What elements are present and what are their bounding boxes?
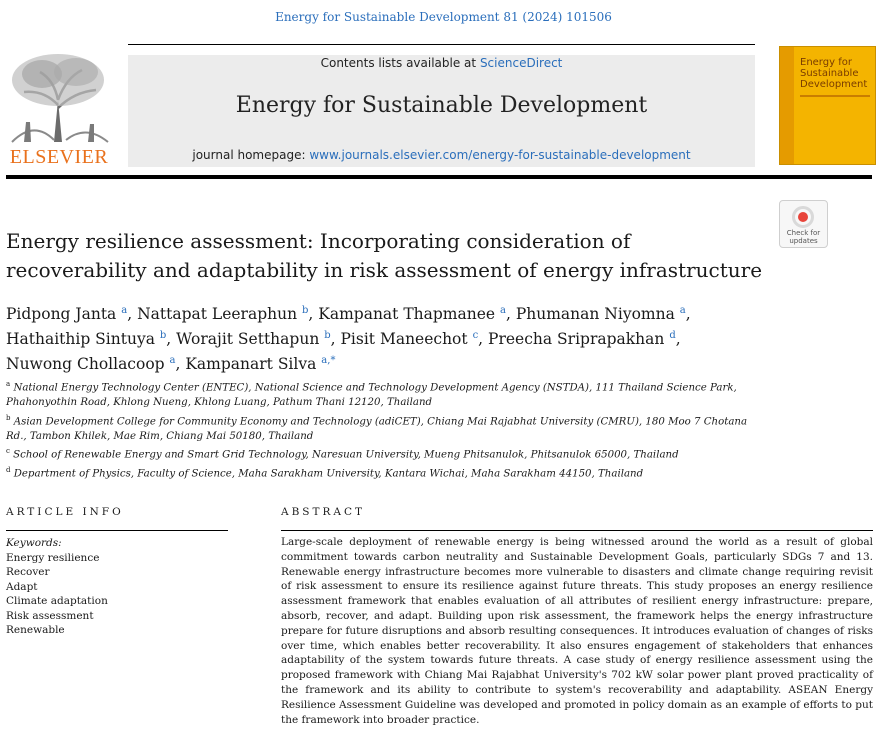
- sciencedirect-link[interactable]: ScienceDirect: [479, 56, 563, 70]
- article-info-rule: [6, 530, 228, 531]
- abstract-body: Large-scale deployment of renewable energy is being witnessed around the world as a result of global commitment towards carbon neutrality and Sustainable Development Goals, particularly SDGs 7 and 13. Renewable energy infrastructure becomes more vulnerable to disasters and climate change requiring revisit of risk assessment to ensure its resilience against future threats. This study proposes an energy resilience assessment framework that enables evaluation of all attributes of resilient energy infrastructure: prepare, absorb, recover, and adapt. Building upon risk assessment, the framework helps the energy infrastructure prepare for future disruptions and absorb resulting consequences. It introduces evaluation of changes of risks over time, which enables better recoverability. It also ensures engagement of stakeholders that enhances adaptability of the system towards future threats. A case study of energy resilience assessment using the proposed framework with Chiang Mai Rajabhat University's 702 kW solar power plant proved practicality of the framework and its ability to contribute to system's recoverability and adaptability. ASEAN Energy Resilience Assessment Guideline was developed and promoted in policy domain as an example of efforts to put the framework into broader practice.: [281, 536, 873, 726]
- affiliation-item: [6, 377, 766, 411]
- author-list: Pidpong Janta $^a$, Nattapat Leeraphun $^b$, Kampanat Thapmanee $^a$, Phumanan Niyomna $^a$, Hathaithip Sintuya $^b$, Worajit Setthapun $^b$, Pisit Maneechot $^c$, Preecha Sriprapakhan $^d$, Nuwong Chollacoop $^a$, Kampanart Silva $^{a,*}$: [6, 305, 691, 374]
- journal-name: Energy for Sustainable Development: [235, 93, 648, 118]
- abstract-heading: ABSTRACT: [281, 506, 366, 518]
- author[interactable]: Hathaithip Sintuya: [6, 330, 155, 349]
- author-affiliation-link[interactable]: a: [169, 355, 176, 367]
- affiliation-item: [6, 411, 766, 445]
- affiliation-text: School of Renewable Energy and Smart Grid Technology, Naresuan University, Mueng Phitsanulok, Phitsanulok 65000, Thailand: [13, 449, 679, 461]
- author[interactable]: Kampanart Silva: [185, 355, 317, 374]
- journal-cover-thumbnail[interactable]: [779, 46, 876, 165]
- keywords-heading: Keywords:: [6, 537, 62, 549]
- affiliation-item: [6, 463, 766, 482]
- publisher-name: ELSEVIER: [9, 146, 109, 168]
- author-affiliation-link[interactable]: c: [472, 330, 479, 342]
- keyword-item: Renewable: [6, 624, 65, 636]
- keyword-item: Energy resilience: [6, 551, 100, 564]
- author-affiliation-link[interactable]: b: [159, 330, 167, 342]
- check-updates-icon: [792, 206, 814, 228]
- homepage-prefix: journal homepage:: [192, 148, 310, 162]
- author[interactable]: Pisit Maneechot: [340, 330, 468, 349]
- homepage-link[interactable]: www.journals.elsevier.com/energy-for-sustainable-development: [309, 148, 691, 162]
- author[interactable]: Pidpong Janta: [6, 305, 117, 324]
- header-thick-rule: [6, 175, 872, 179]
- affiliation-list: [6, 377, 766, 482]
- journal-banner: [128, 55, 755, 167]
- author-affiliation-link[interactable]: d: [669, 330, 676, 342]
- author[interactable]: Preecha Sriprapakhan: [488, 330, 665, 349]
- affiliation-label: a: [6, 380, 11, 388]
- header-rule: [128, 44, 755, 45]
- contents-prefix: Contents lists available at: [320, 56, 480, 70]
- author-affiliation-link[interactable]: a: [121, 305, 128, 316]
- author-affiliation-link[interactable]: a,*: [321, 355, 336, 367]
- author[interactable]: Worajit Setthapun: [176, 330, 320, 349]
- journal-citation[interactable]: Energy for Sustainable Development 81 (2024) 101506: [275, 10, 612, 24]
- article-title: Energy resilience assessment: Incorporating consideration of recoverability and adaptability in risk assessment of energy infrastructure: [6, 229, 763, 282]
- keywords-list: [6, 536, 228, 638]
- author[interactable]: Phumanan Niyomna: [515, 305, 675, 324]
- cover-stripe: [800, 95, 870, 97]
- affiliation-item: [6, 444, 766, 463]
- author[interactable]: Nuwong Chollacoop: [6, 355, 165, 374]
- author-affiliation-link[interactable]: a: [500, 305, 506, 316]
- author-affiliation-link[interactable]: a: [679, 305, 686, 316]
- check-for-updates-button[interactable]: [779, 200, 828, 248]
- article-info-heading: ARTICLE INFO: [6, 506, 124, 518]
- affiliation-label: c: [6, 447, 10, 456]
- elsevier-tree-icon: [4, 50, 116, 145]
- contents-line: [128, 56, 755, 70]
- cover-spine: [780, 47, 794, 164]
- keyword-item: Risk assessment: [6, 609, 94, 622]
- affiliation-text: National Energy Technology Center (ENTEC), National Science and Technology Development Agency (NSTDA), 111 Thailand Science Park, Phahonyothin Road, Khlong Nueng, Khlong Luang, Pathum Thani 12120, Thailand: [6, 382, 737, 408]
- keyword-item: Recover: [6, 566, 50, 578]
- author-affiliation-link[interactable]: b: [302, 305, 309, 316]
- author[interactable]: Nattapat Leeraphun: [137, 305, 298, 324]
- affiliation-label: d: [6, 466, 11, 475]
- affiliation-text: Asian Development College for Community Economy and Technology (adiCET), Chiang Mai Rajabhat University (CMRU), 180 Moo 7 Chotana Rd., Tambon Khilek, Mae Rim, Chiang Mai 50180, Thailand: [6, 415, 748, 442]
- cover-title: Energy for Sustainable Development: [800, 57, 868, 90]
- affiliation-label: b: [6, 413, 11, 422]
- keyword-item: Climate adaptation: [6, 595, 108, 607]
- author[interactable]: Kampanat Thapmanee: [318, 305, 496, 324]
- affiliation-text: Department of Physics, Faculty of Science, Maha Sarakham University, Kantara Wichai, Maha Sarakham 44150, Thailand: [13, 468, 644, 480]
- check-updates-label: Check for updates: [786, 229, 821, 245]
- author-affiliation-link[interactable]: b: [324, 330, 331, 342]
- keyword-item: Adapt: [6, 580, 38, 593]
- homepage-line: [128, 148, 755, 162]
- abstract-rule: [281, 530, 873, 531]
